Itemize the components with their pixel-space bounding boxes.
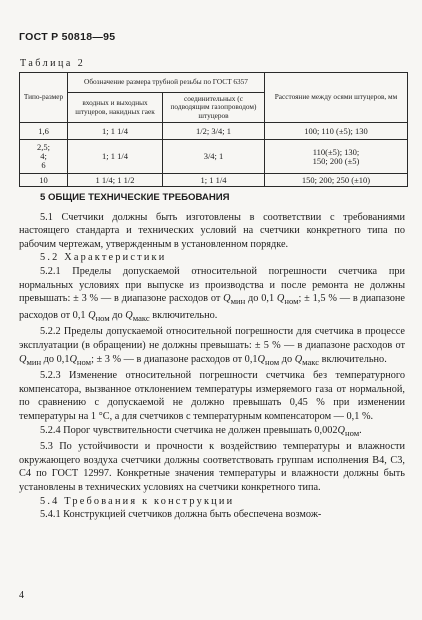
table-caption: Таблица 2 bbox=[20, 58, 86, 69]
paragraph-5-2-2: 5.2.2 Пределы допускаемой относительной погрешности для счетчика в процессе эксплуатации (в обращении) не должны превышать: ± 5 % — в диапазоне расходов от $Q_{мин}$ до $0,1Q_{ном}$; ± 3 % — в диапазоне расходов от $0,1Q_{ном}$ до $Q_{макс}$ включительно. bbox=[19, 326, 405, 367]
table-row bbox=[20, 140, 408, 174]
table-row bbox=[20, 123, 408, 140]
col-header-inlet-outlet: входных и выходных штуцеров, накидных гаек bbox=[68, 93, 163, 123]
col-header-distance: Расстояние между осями штуцеров, мм bbox=[265, 73, 408, 123]
col-header-thread-group: Обозначение размера трубной резьбы по ГОСТ 6357 bbox=[68, 73, 265, 93]
paragraph-5-4-1: 5.4.1 Конструкцией счетчиков должна быть обеспечена возмож- bbox=[40, 509, 322, 521]
cell-size: 2,5; 4; 6 bbox=[20, 140, 68, 174]
col-header-connecting: соединительных (с подводящим газопроводом) штуцеров bbox=[163, 93, 265, 123]
document-body bbox=[19, 191, 405, 522]
paragraph-5-3: 5.3 По устойчивости и прочности к воздействию температуры и влажности окружающего воздуха счетчики должны соответствовать группам исполнения В4, С3, С4 по ГОСТ 12997. Конкретные значения температуры и влажности должны быть установлены в технических условиях на счетчики конкретного типа. bbox=[19, 441, 405, 494]
cell-thread1: 1; 1 1/4 bbox=[68, 123, 163, 140]
cell-thread1: 1; 1 1/4 bbox=[68, 140, 163, 174]
table-row bbox=[20, 174, 408, 187]
thread-size-table bbox=[19, 72, 408, 187]
document-header: ГОСТ Р 50818—95 bbox=[19, 31, 116, 43]
subsection-heading-characteristics: 5.2 Характеристики bbox=[40, 252, 167, 264]
paragraph-5-2-1: 5.2.1 Пределы допускаемой относительной погрешности счетчика при нормальных условиях при выпуске из производства и после ремонта не должны превышать: ± 3 % — в диапазоне расходов от $Q_{мин}$ до 0,1 $Q_{ном}$; ± 1,5 % — в диапазоне расходов от 0,1 $Q_{ном}$ до $Q_{макс}$ включительно. bbox=[19, 265, 405, 323]
paragraph-5-1: 5.1 Счетчики должны быть изготовлены в соответствии с требованиями настоящего стандарта и технических условий на счетчики конкретного типа по рабочим чертежам, утвержденным в установленном порядке. bbox=[19, 211, 405, 250]
cell-distance: 110(±5); 130; 150; 200 (±5) bbox=[265, 140, 408, 174]
section-heading: 5 ОБЩИЕ ТЕХНИЧЕСКИЕ ТРЕБОВАНИЯ bbox=[40, 192, 230, 203]
col-header-size: Типо-размер bbox=[20, 73, 68, 123]
cell-distance: 150; 200; 250 (±10) bbox=[265, 174, 408, 187]
paragraph-5-2-4: 5.2.4 Порог чувствительности счетчика не должен превышать $0,002Q_{ном}$. bbox=[40, 424, 362, 438]
cell-thread2: 3/4; 1 bbox=[163, 140, 265, 174]
cell-thread2: 1/2; 3/4; 1 bbox=[163, 123, 265, 140]
page-number: 4 bbox=[19, 590, 24, 601]
cell-size: 10 bbox=[20, 174, 68, 187]
cell-size: 1,6 bbox=[20, 123, 68, 140]
subsection-heading-design: 5.4 Требования к конструкции bbox=[40, 495, 235, 507]
paragraph-5-2-3: 5.2.3 Изменение относительной погрешности счетчика без температурного компенсатора, вызванное отклонением температуры измеряемого газа от нормальной, по сравнению с допускаемой не должно превышать 0,45 % при изменении температуры на 1 °С, а для счетчиков с температурным компенсатором — 0,1 %. bbox=[19, 370, 405, 423]
cell-thread1: 1 1/4; 1 1/2 bbox=[68, 174, 163, 187]
cell-distance: 100; 110 (±5); 130 bbox=[265, 123, 408, 140]
cell-thread2: 1; 1 1/4 bbox=[163, 174, 265, 187]
